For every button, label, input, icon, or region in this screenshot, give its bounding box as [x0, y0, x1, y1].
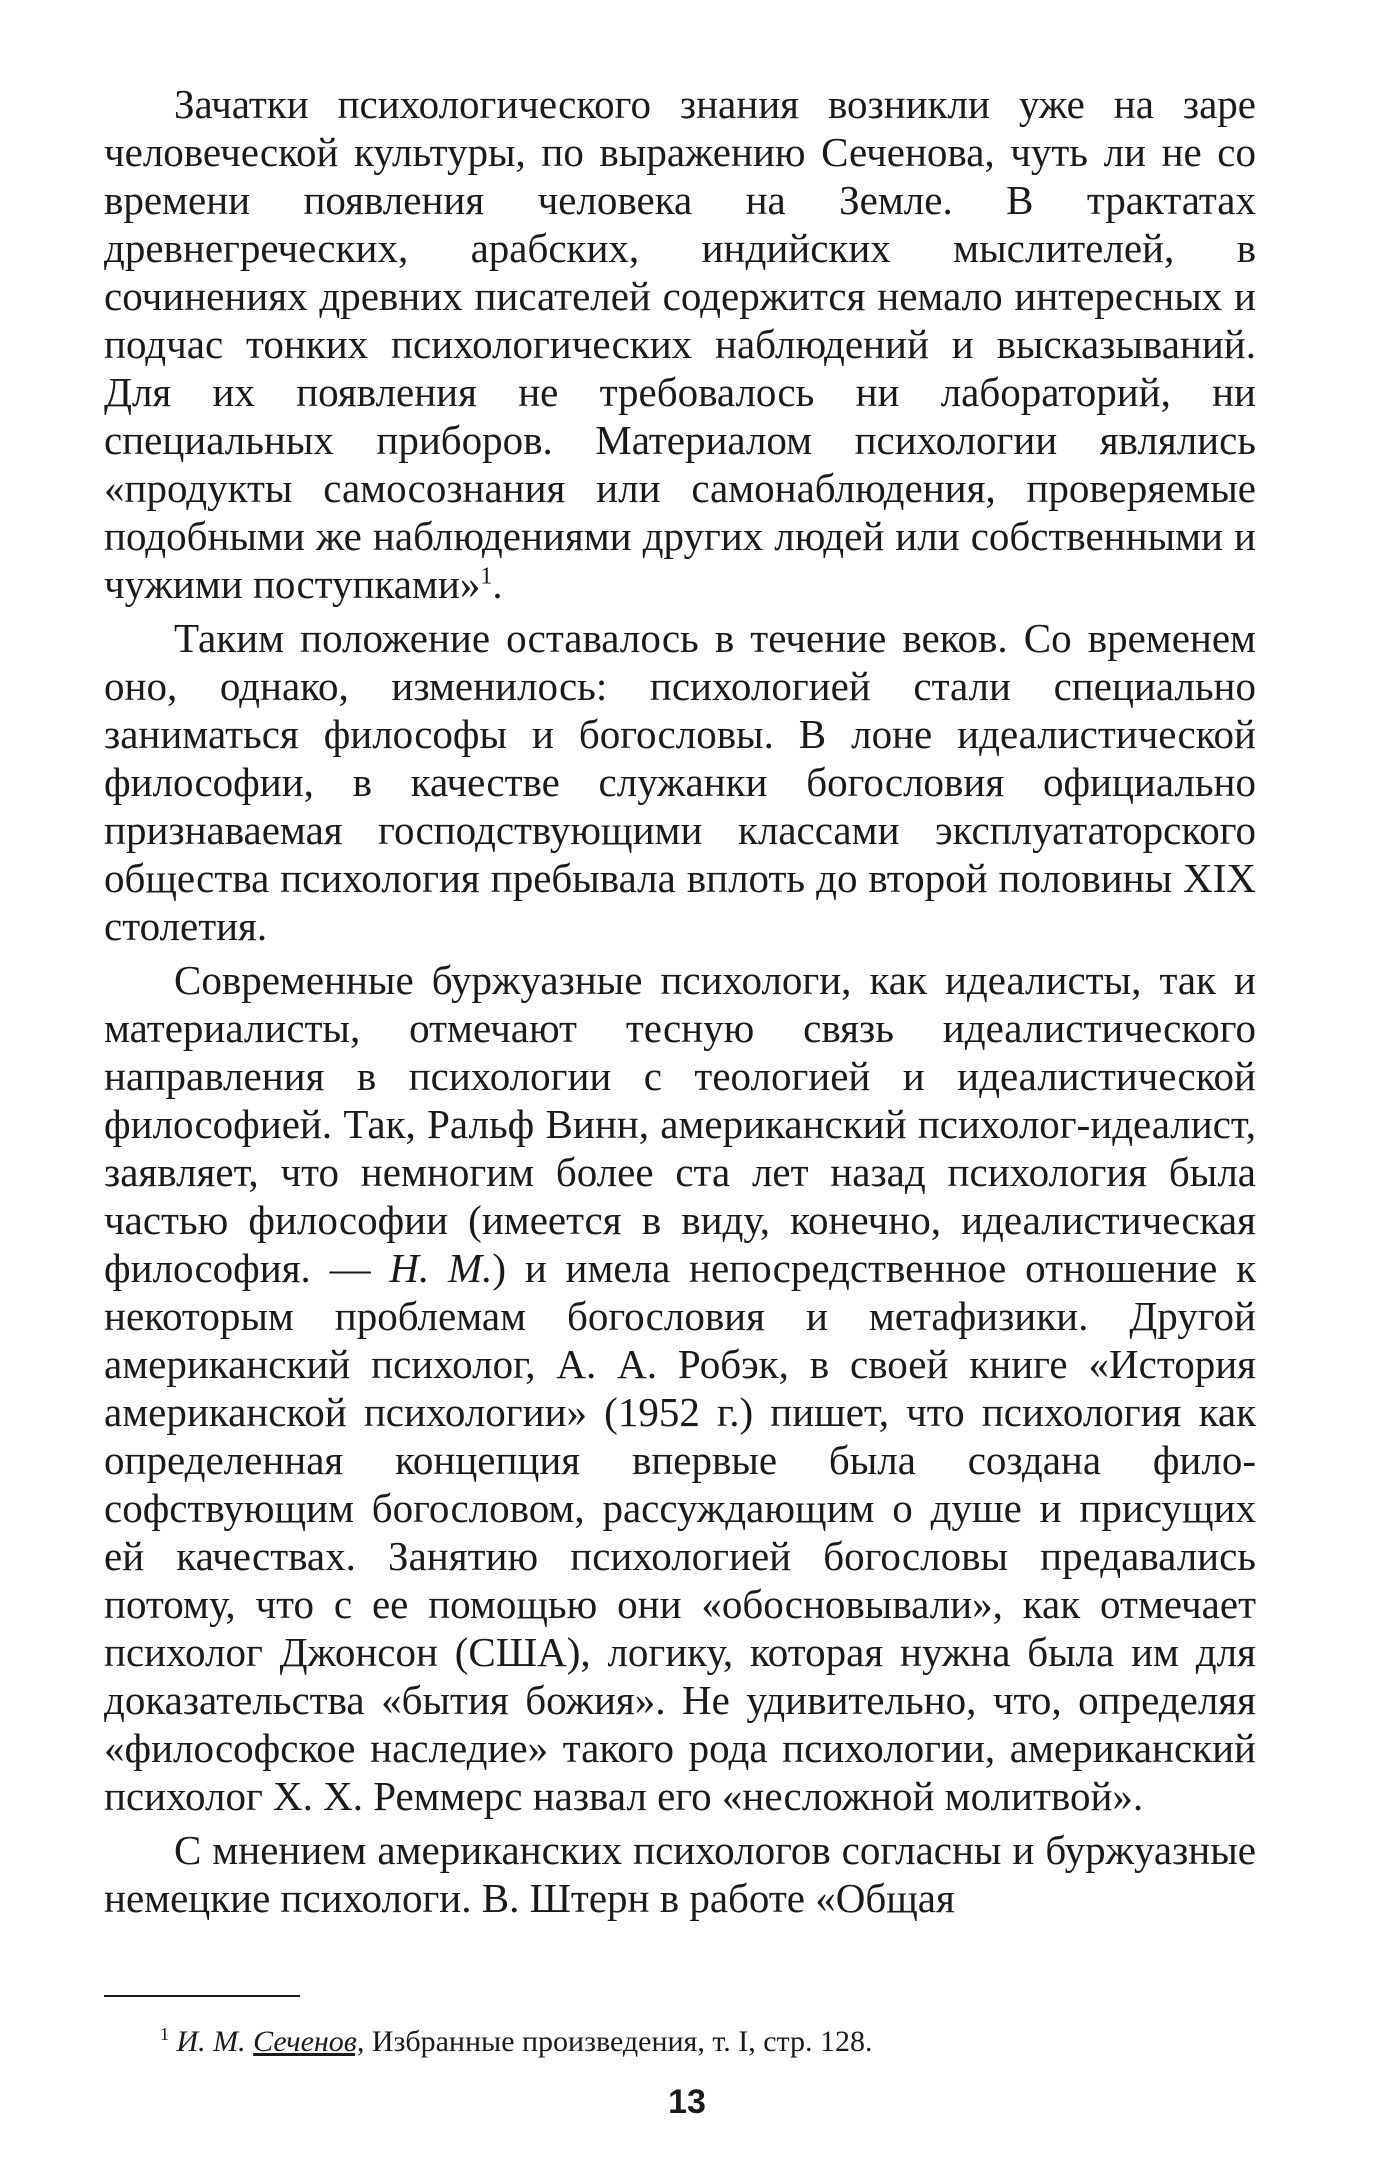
paragraph-1-text: Зачатки психологического знания возникли уже на заре человеческой культуры, по выражению Сеченова, чуть ли не со времени появления человека на Земле. В трактатах древнегреческих, арабских, индийских мыслителей, в сочинениях древних писателей содержится немало интересных и подчас тонких психологических наблюдений и высказываний. Для их появления не требовалось ни лабораторий, ни специальных приборов. Материалом психологии являлись «продукты самосознания или самонаблюдения, проверяемые подобными же наблюдениями других людей или собственными и чужими поступками» [104, 81, 1256, 607]
page-body [104, 80, 1256, 1928]
paragraph-3-text-before: Современные буржуазные психологи, как идеалисты, так и материалисты, отмечают тесную связь идеалистического направления в психологии с теологией и идеалистической философией. Так, Ральф Винн, американский психолог-идеалист, заявляет, что немногим более ста лет назад психология была частью философии (имеется в виду, конечно, идеалистическая философия. — [104, 957, 1256, 1291]
paragraph-1-end: . [492, 561, 503, 607]
footnote-text: Избранные произведения, т. I, стр. 128. [371, 2025, 873, 2058]
footnote-divider [104, 1995, 300, 1997]
footnote-reference[interactable]: 1 [480, 563, 493, 590]
paragraph-2: Таким положение оставалось в течение веков. Со временем оно, однако, изменилось: психологией стали специально заниматься философы и богословы. В лоне идеалистической философии, в качестве служанки богословия официально признаваемая господствующими классами эксплуататорского общества психология пребывала вплоть до второй половины XIX столетия. [104, 615, 1256, 949]
paragraph-1 [104, 80, 1256, 608]
footnote-author-initials: И. М. [176, 2025, 246, 2058]
footnote [160, 2016, 873, 2060]
footnote-marker: 1 [160, 2024, 169, 2044]
paragraph-3 [104, 956, 1256, 1820]
footnote-author-surname: Сеченов, [253, 2025, 365, 2058]
paragraph-4: С мнением американских психологов согласны и буржуазные немецкие психологи. В. Штерн в работе «Общая [104, 1827, 1256, 1921]
page-number: 13 [668, 2083, 706, 2121]
editor-initials: Н. М. [389, 1245, 493, 1291]
paragraph-3-text-after: ) и имела непосредственное отношение к некоторым проблемам богословия и метафизики. Другой американский психолог, А. А. Робэк, в своей книге «История американской психологии» (1952 г.) пишет, что психология как определенная концепция впервые была создана философствующим богословом, рассуждающим о душе и присущих ей качествах. Занятию психологией богословы предавались потому, что с ее помощью они «обосновывали», как отмечает психолог Джонсон (США), логику, которая нужна была им для доказательства «бытия божия». Не удивительно, что, определяя «философское наследие» такого рода психологии, американский психолог Х. Х. Реммерс назвал его «несложной молитвой». [104, 1245, 1256, 1819]
